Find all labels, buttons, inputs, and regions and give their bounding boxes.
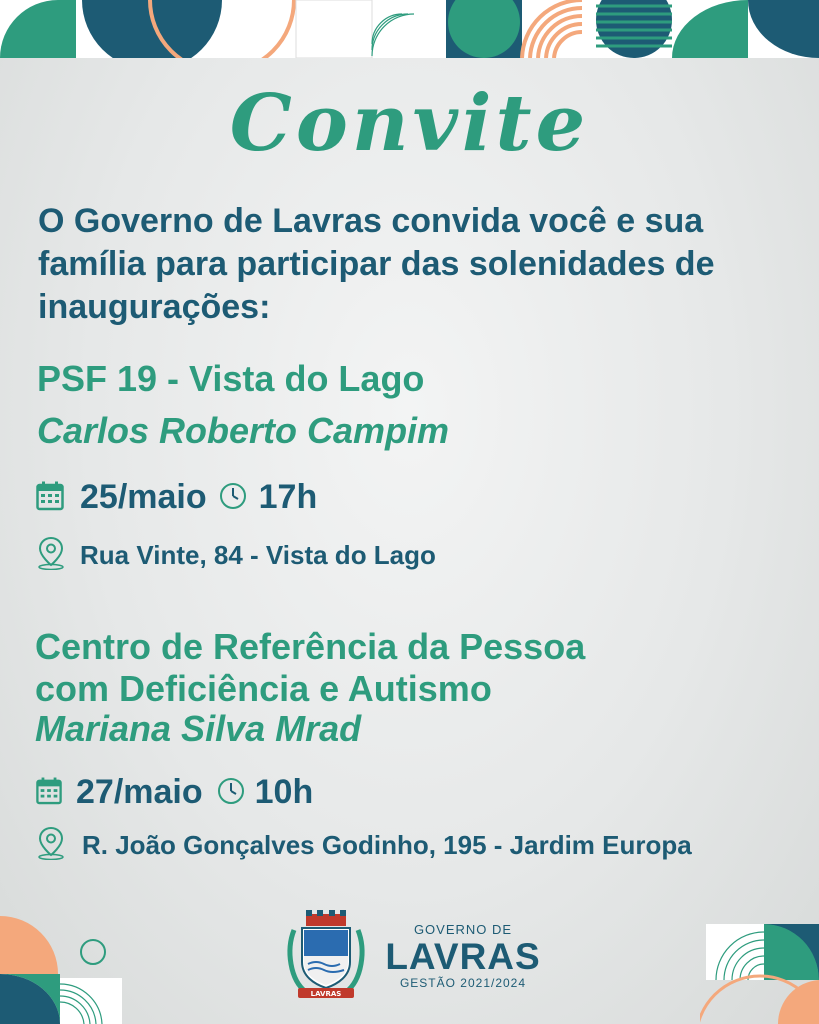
footer-term: GESTÃO 2021/2024	[399, 976, 527, 990]
event-2-title-line-2: com Deficiência e Autismo	[35, 668, 492, 709]
event-2-time: 10h	[254, 773, 314, 811]
location-pin-icon	[36, 826, 66, 864]
event-2-date: 27/maio	[76, 773, 203, 811]
event-1-honoree: Carlos Roberto Campim	[37, 410, 450, 451]
event-2-location	[36, 826, 692, 864]
event-2-address: R. João Gonçalves Godinho, 195 - Jardim Europa	[82, 829, 692, 860]
event-2-title-line-1: Centro de Referência da Pessoa	[35, 626, 586, 667]
event-2-title	[35, 626, 585, 710]
bottom-left-decorative-pattern	[0, 912, 130, 1024]
clock-icon	[217, 777, 245, 809]
logo-ribbon-text: LAVRAS	[310, 990, 342, 998]
clock-icon	[219, 482, 247, 514]
page-title: Convite	[229, 78, 590, 169]
city-coat-of-arms-logo	[284, 910, 368, 1002]
event-2-honoree: Mariana Silva Mrad	[35, 708, 362, 749]
footer-city-name: LAVRAS	[385, 936, 541, 977]
event-1-datetime	[36, 478, 317, 517]
event-1-address: Rua Vinte, 84 - Vista do Lago	[80, 539, 436, 570]
footer-government-label: GOVERNO DE	[413, 922, 513, 937]
calendar-icon	[36, 481, 64, 515]
event-1-location	[36, 536, 436, 574]
event-2-datetime	[36, 773, 313, 812]
top-decorative-pattern	[0, 0, 819, 58]
event-1-title: PSF 19 - Vista do Lago	[37, 358, 425, 399]
bottom-right-decorative-pattern	[700, 920, 819, 1024]
calendar-icon	[36, 777, 62, 809]
event-1-date: 25/maio	[80, 478, 207, 516]
location-pin-icon	[36, 536, 66, 574]
invitation-intro: O Governo de Lavras convida você e sua família para participar das solenidades de inaugurações:	[38, 202, 715, 326]
event-1-time: 17h	[258, 478, 318, 516]
